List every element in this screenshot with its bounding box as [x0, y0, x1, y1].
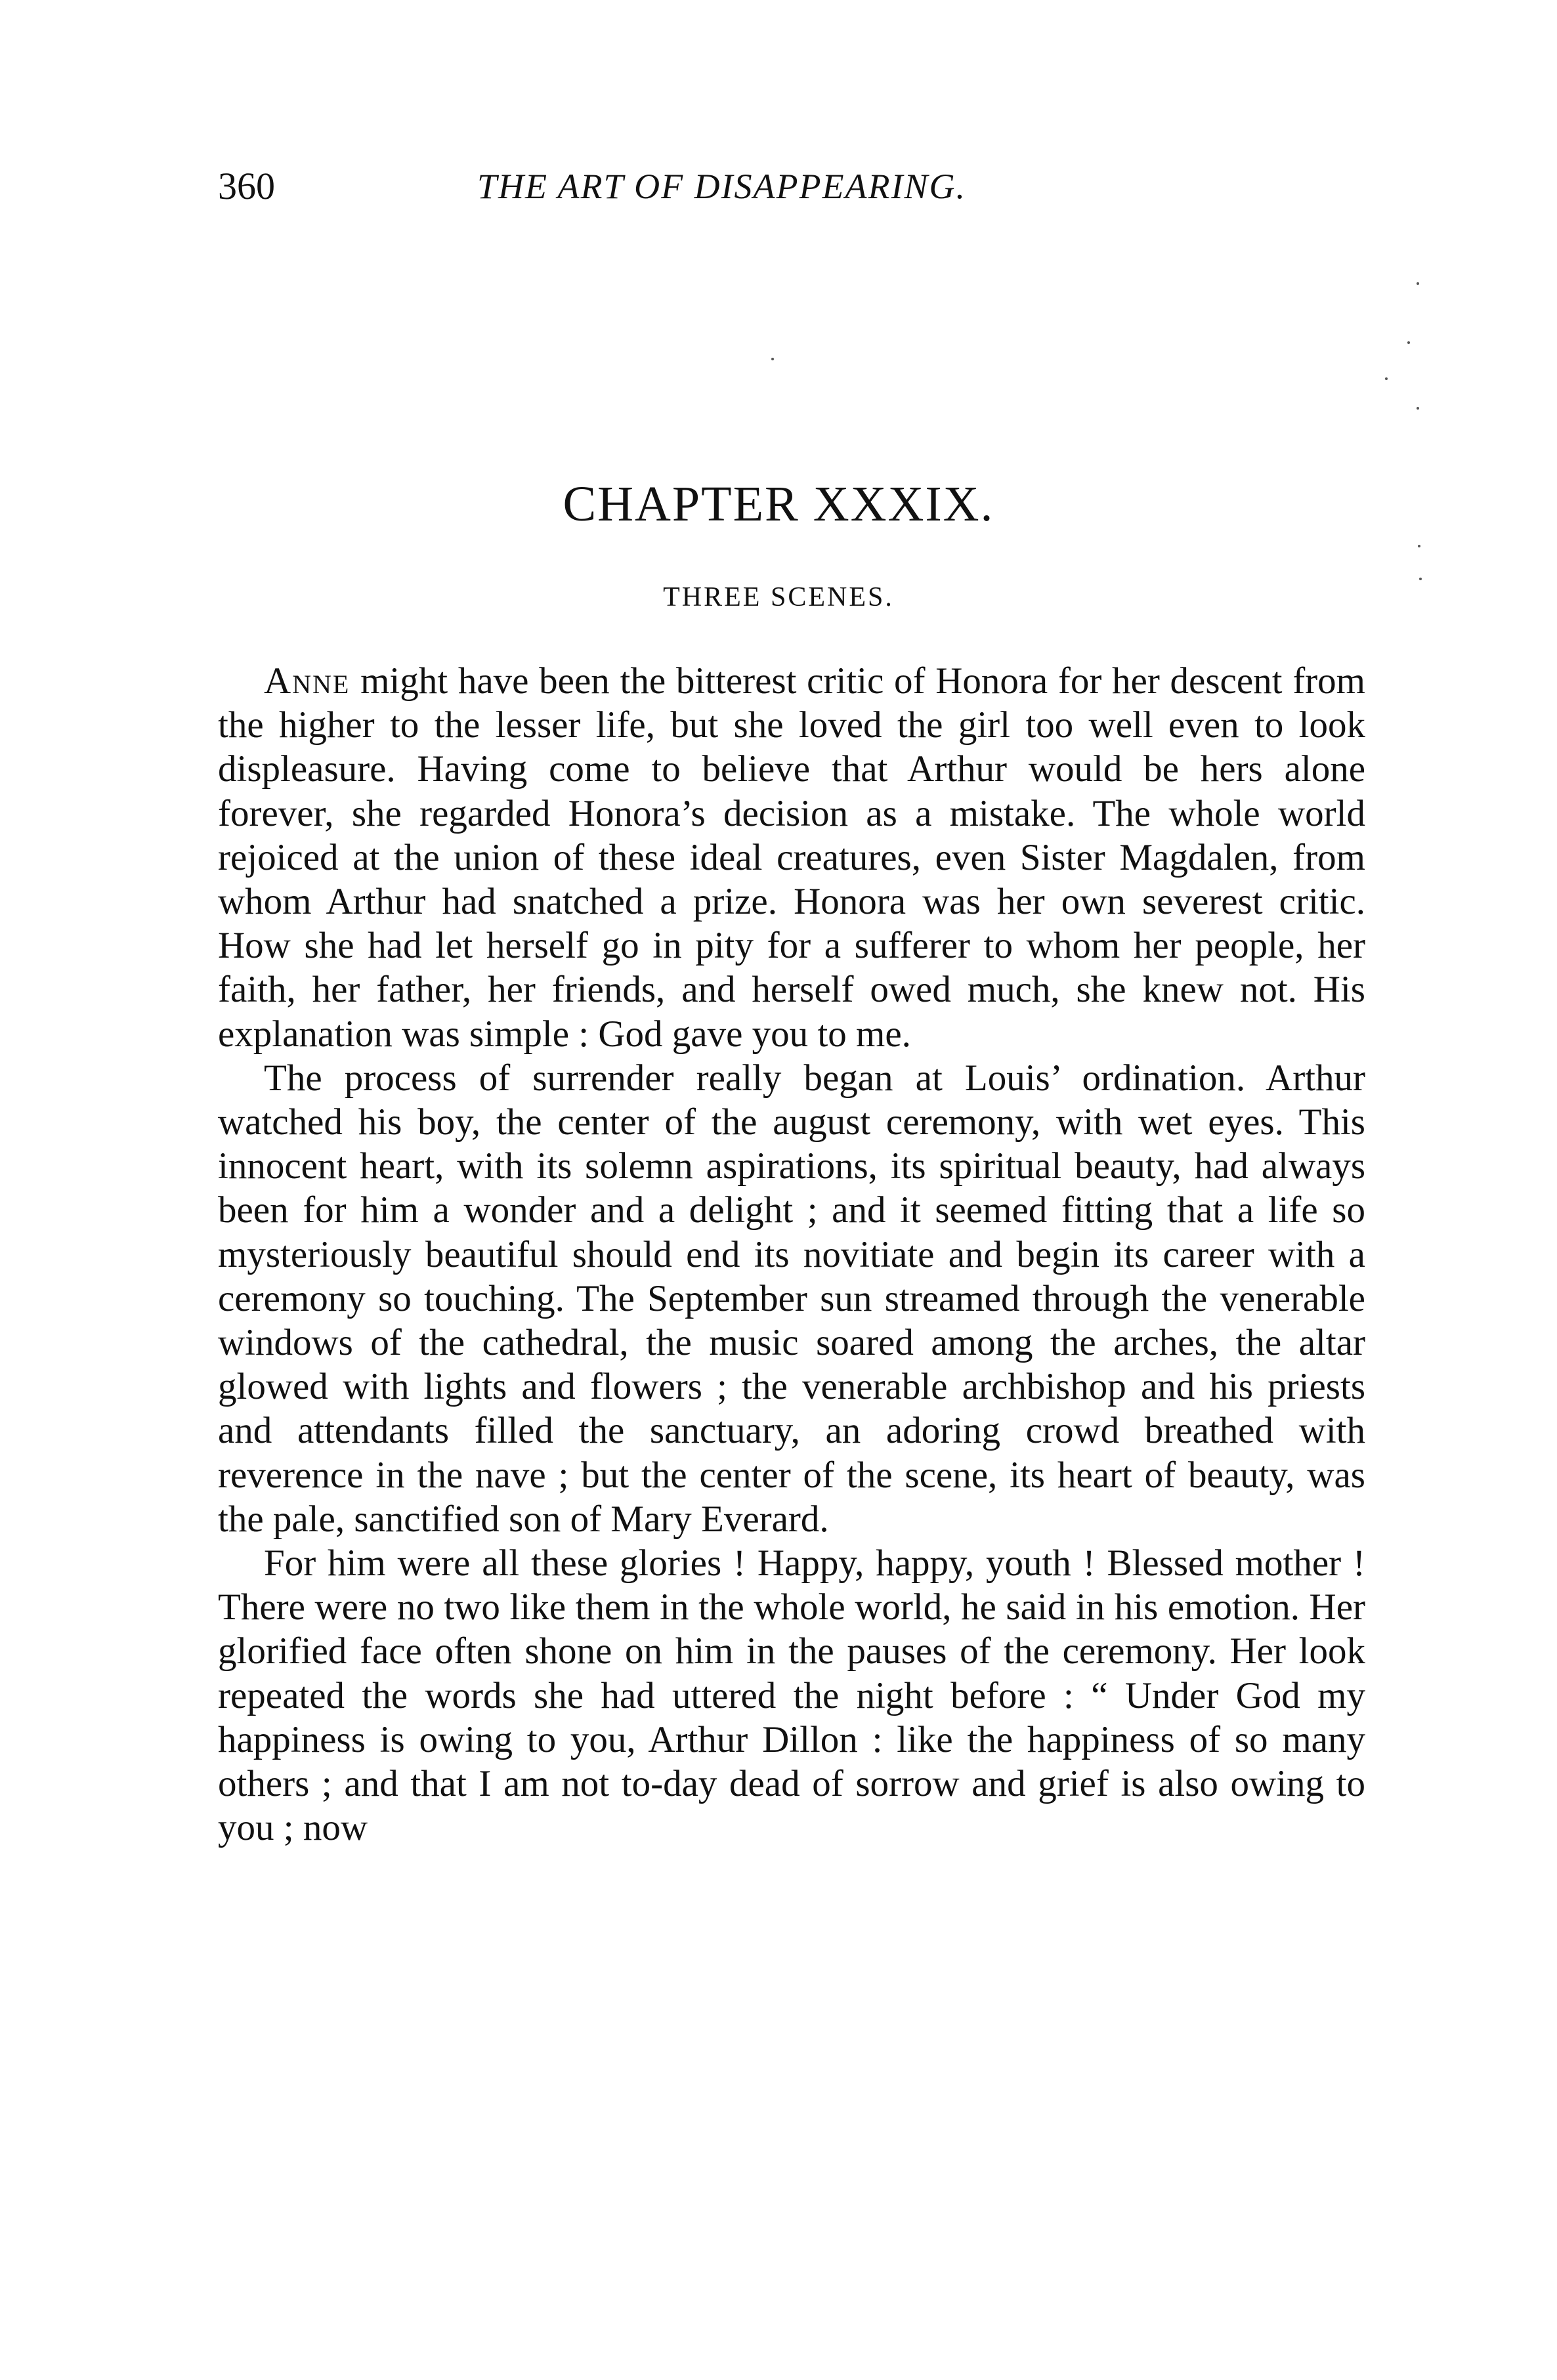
body-text	[218, 659, 1365, 1850]
running-title: THE ART OF DISAPPEARING.	[477, 167, 966, 206]
print-speck	[1407, 341, 1410, 344]
paragraph	[218, 659, 1365, 1056]
print-speck	[1385, 377, 1388, 380]
paragraph-text: might have been the bitterest critic of Honora for her descent from the higher to the lesser life, but she loved the girl too well even to look displeasure. Having come to believe that Arthur would be hers alone forever, she regarded Honora’s decision as a mistake. The whole world rejoiced at the union of these ideal creatures, even Sister Magdalen, from whom Arthur had snatched a prize. Honora was her own severest critic. How she had let herself go in pity for a sufferer to whom her people, her faith, her father, her friends, and herself owed much, she knew not. His explanation was simple : God gave you to me.	[218, 660, 1365, 1055]
print-speck	[771, 358, 774, 360]
chapter-subtitle: THREE SCENES.	[663, 582, 894, 612]
print-speck	[1417, 407, 1419, 410]
print-speck	[1418, 545, 1420, 547]
paragraph-lead-word: Anne	[264, 660, 351, 702]
running-head	[218, 160, 1373, 213]
print-speck	[1417, 282, 1419, 285]
paragraph: For him were all these glories ! Happy, happy, youth ! Blessed mother ! There were no two like them in the whole world, he said in his emotion. Her glorified face often shone on him in the pauses of the ceremony. Her look repeated the words she had uttered the night before : “ Under God my happiness is owing to you, Arthur Dillon : like the happiness of so many others ; and that I am not to-day dead of sorrow and grief is also owing to you ; now	[218, 1542, 1365, 1849]
chapter-heading: CHAPTER XXXIX.	[563, 477, 994, 532]
paragraph: The process of surrender really began at Louis’ ordination. Arthur watched his boy, the center of the august ceremony, with wet eyes. This innocent heart, with its solemn aspirations, its spiritual beauty, had always been for him a wonder and a delight ; and it seemed fitting that a life so mysteriously beautiful should end its novitiate and begin its career with a ceremony so touching. The September sun streamed through the venerable windows of the cathedral, the music soared among the arches, the altar glowed with lights and flowers ; the venerable archbishop and his priests and attendants filled the sanctuary, an adoring crowd breathed with reverence in the nave ; but the center of the scene, its heart of beauty, was the pale, sanctified son of Mary Everard.	[218, 1057, 1365, 1540]
page-number: 360	[218, 165, 275, 207]
